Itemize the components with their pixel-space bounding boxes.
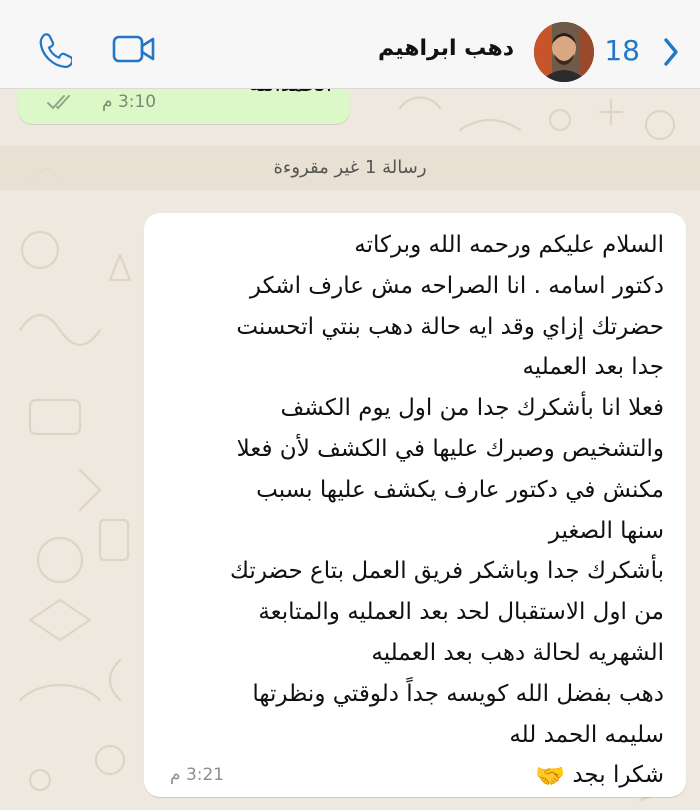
message-line: الشهريه لحالة دهب بعد العمليه bbox=[371, 639, 664, 666]
message-line: سليمه الحمد لله bbox=[509, 721, 664, 748]
message-line: والتشخيص وصبرك عليها في الكشف لأن فعلا bbox=[236, 435, 664, 462]
message-line: السلام عليكم ورحمه الله وبركاته bbox=[354, 232, 664, 258]
contact-name[interactable]: دهب ابراهيم bbox=[377, 36, 514, 61]
message-line: جدا بعد العمليه bbox=[522, 354, 664, 381]
video-call-icon[interactable] bbox=[112, 34, 156, 64]
unread-divider-text: رسالة 1 غير مقروءة bbox=[273, 157, 427, 178]
read-ticks-icon bbox=[46, 94, 76, 110]
incoming-message-bubble[interactable] bbox=[144, 213, 686, 797]
message-line: فعلا انا بأشكرك جدا من اول يوم الكشف bbox=[280, 395, 664, 422]
avatar[interactable] bbox=[534, 22, 594, 82]
phone-icon[interactable] bbox=[36, 32, 72, 68]
message-line: مكنش في دكتور عارف يكشف عليها بسبب bbox=[256, 476, 664, 503]
unread-divider bbox=[0, 146, 700, 190]
message-line: دكتور اسامه . انا الصراحه مش عارف اشكر bbox=[249, 272, 664, 299]
message-time: 3:21 م bbox=[170, 765, 225, 785]
handshake-emoji: 🤝 bbox=[535, 762, 565, 791]
message-line: سنها الصغير bbox=[548, 517, 664, 544]
message-line: من اول الاستقبال لحد بعد العمليه والمتابعة bbox=[258, 599, 664, 626]
unread-count[interactable]: 18 bbox=[604, 34, 640, 67]
chat-header bbox=[0, 0, 700, 89]
message-line: حضرتك إزاي وقد ايه حالة دهب بنتي اتحسنت bbox=[236, 313, 664, 340]
message-line: دهب بفضل الله كويسه جداً دلوقتي ونظرتها bbox=[252, 680, 664, 707]
message-text bbox=[154, 225, 664, 797]
chevron-left-icon[interactable] bbox=[658, 36, 682, 68]
message-line: بأشكرك جدا وباشكر فريق العمل بتاع حضرتك bbox=[230, 558, 664, 585]
message-line: شكرا بجد bbox=[572, 762, 664, 789]
message-last-line bbox=[154, 755, 664, 797]
previous-message-time: 3:10 م bbox=[102, 92, 157, 112]
